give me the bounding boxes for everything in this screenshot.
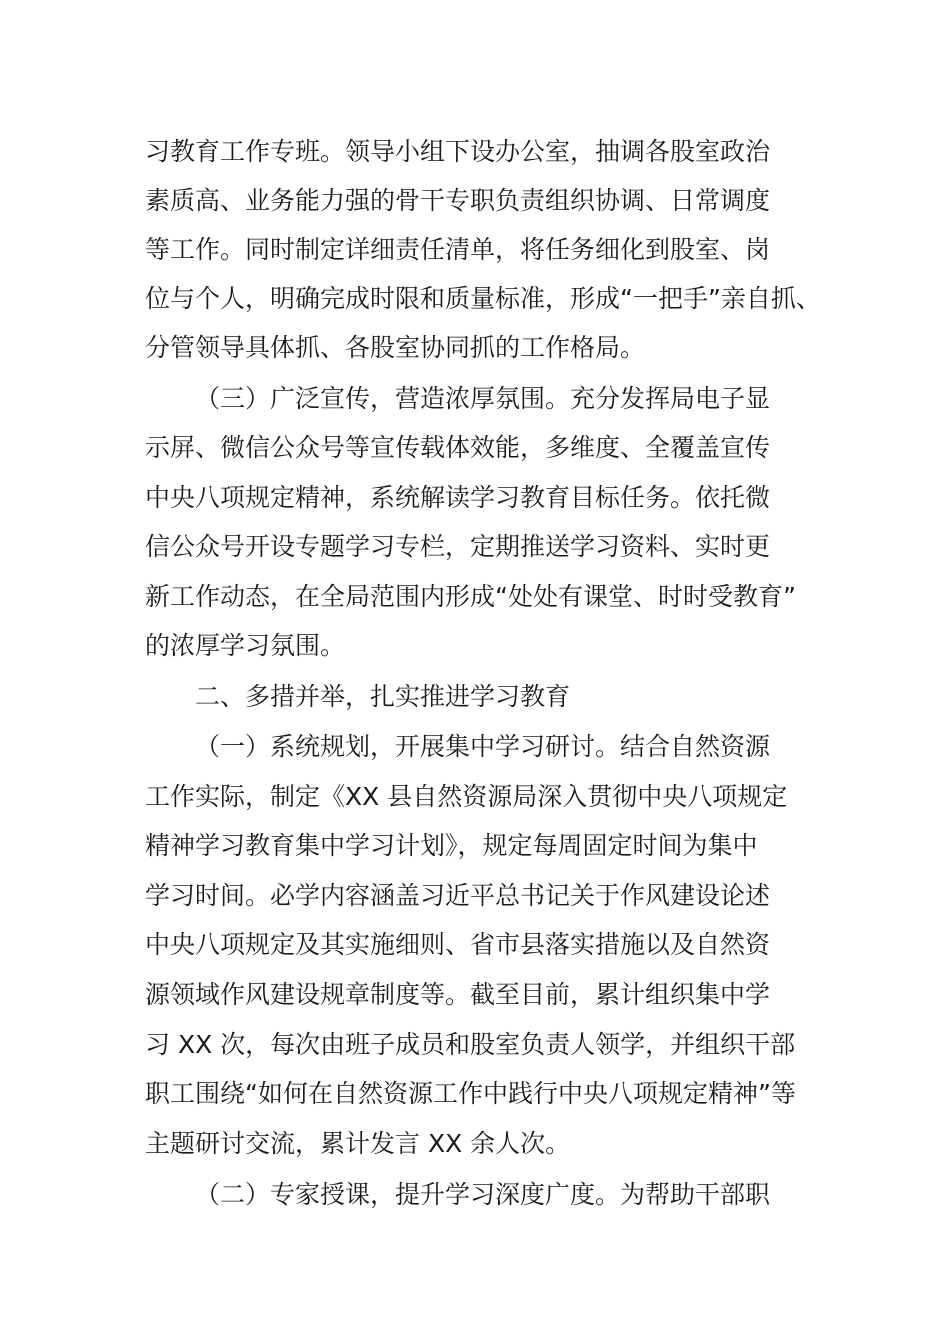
text-line: 学习时间。必学内容涵盖习近平总书记关于作风建设论述 (145, 881, 771, 910)
text-line: 习 XX 次，每次由班子成员和股室负责人领学，并组织干部 (145, 1030, 796, 1059)
text-line: 分管领导具体抓、各股室协同抓的工作格局。 (145, 333, 646, 362)
text-line: 工作实际，制定《XX 县自然资源局深入贯彻中央八项规定 (145, 782, 788, 811)
text-line: 中央八项规定精神，系统解读学习教育目标任务。依托微 (145, 483, 771, 512)
text-line: 习教育工作专班。领导小组下设办公室，抽调各股室政治 (145, 137, 771, 166)
paragraph-heading-2: （二）专家授课，提升学习深度广度。为帮助干部职 (195, 1180, 771, 1209)
text-line: 精神学习教育集中学习计划》，规定每周固定时间为集中 (145, 831, 758, 860)
paragraph-heading-1: （一）系统规划，开展集中学习研讨。结合自然资源 (195, 732, 771, 761)
text-line: 源领域作风建设规章制度等。截至目前，累计组织集中学 (145, 980, 771, 1009)
paragraph-heading-3: （三）广泛宣传，营造浓厚氛围。充分发挥局电子显 (195, 384, 771, 413)
text-line: 职工围绕“如何在自然资源工作中践行中央八项规定精神”等 (145, 1079, 796, 1108)
text-line: 中央八项规定及其实施细则、省市县落实措施以及自然资 (145, 930, 771, 959)
text-line: 素质高、业务能力强的骨干专职负责组织协调、日常调度 (145, 186, 771, 215)
text-line: 新工作动态，在全局范围内形成“处处有课堂、时时受教育” (145, 582, 796, 611)
section-heading-2: 二、多措并举，扎实推进学习教育 (195, 682, 571, 711)
text-line: 等工作。同时制定详细责任清单，将任务细化到股室、岗 (145, 235, 771, 264)
text-line: 主题研讨交流，累计发言 XX 余人次。 (145, 1129, 571, 1158)
text-line: 示屏、微信公众号等宣传载体效能，多维度、全覆盖宣传 (145, 433, 771, 462)
text-line: 信公众号开设专题学习专栏，定期推送学习资料、实时更 (145, 532, 771, 561)
text-line: 的浓厚学习氛围。 (145, 631, 346, 660)
text-line: 位与个人，明确完成时限和质量标准，形成“一把手”亲自抓、 (145, 284, 821, 313)
